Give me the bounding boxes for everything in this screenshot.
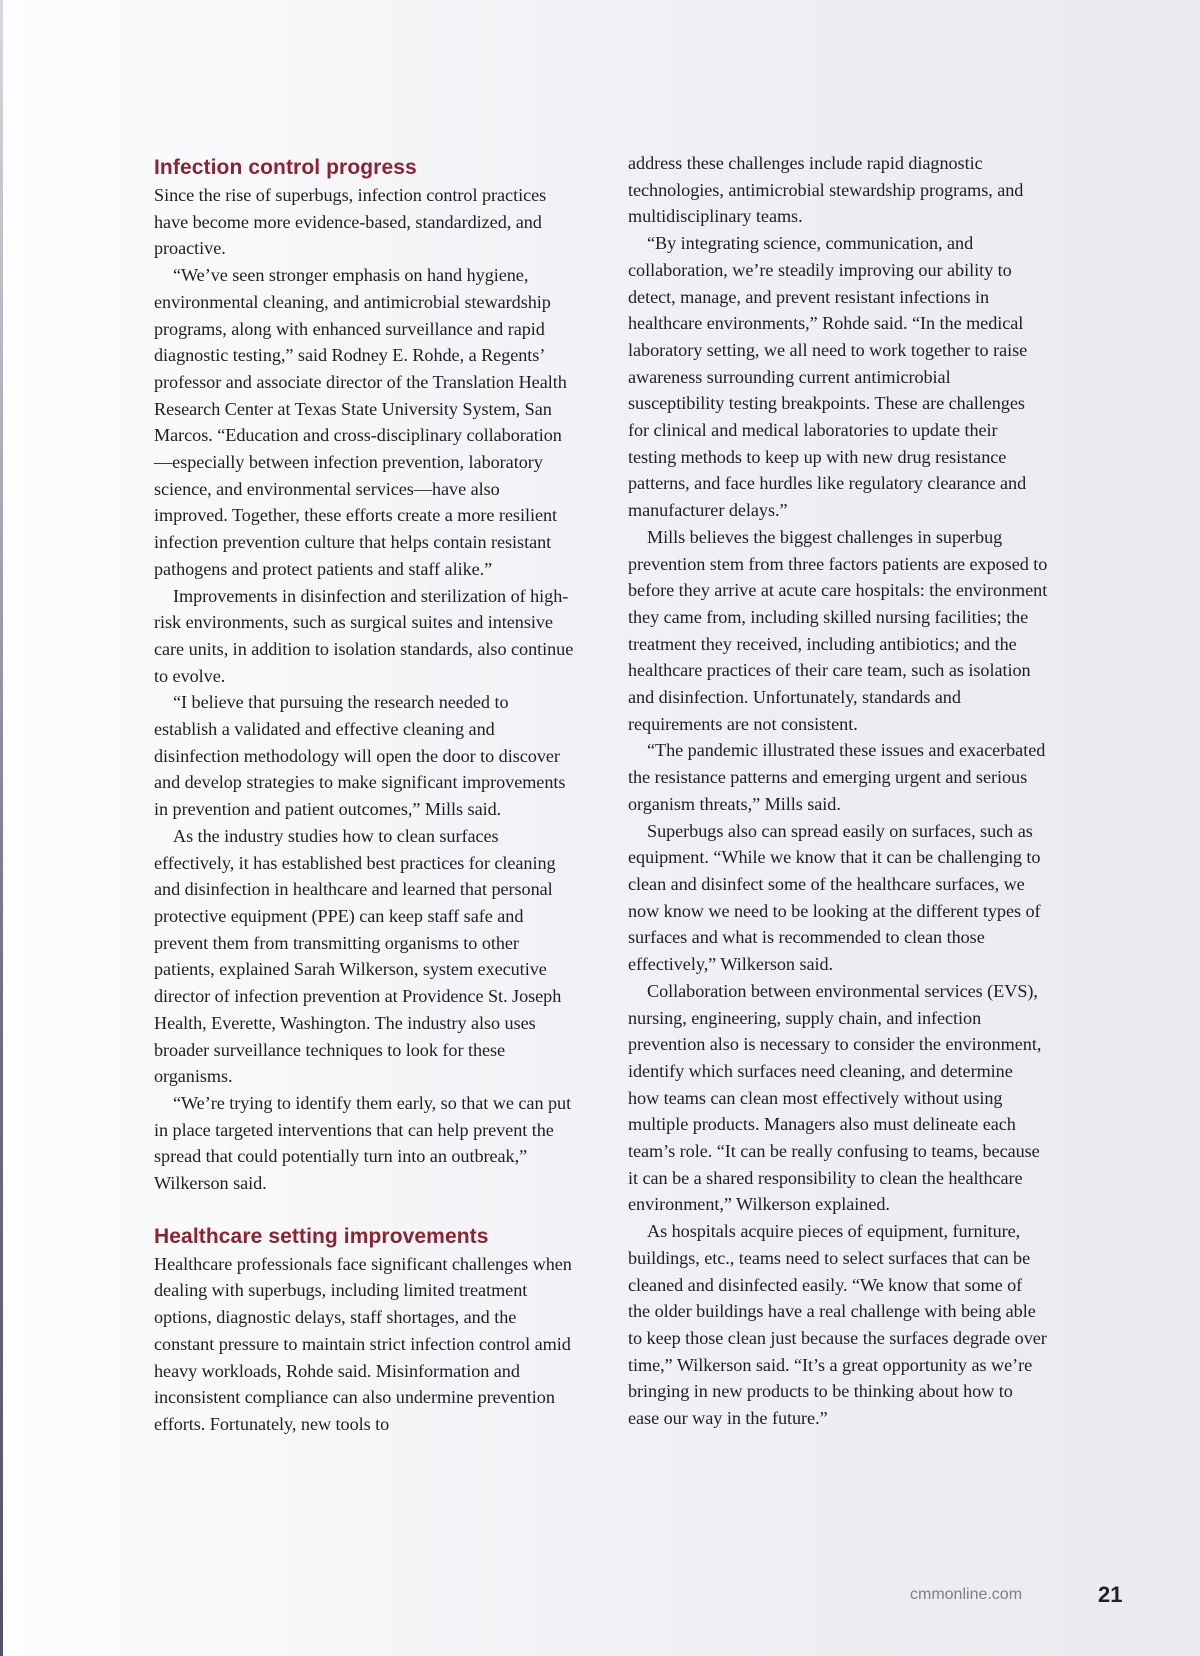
page-number: 21 (1098, 1582, 1123, 1607)
left-column (154, 150, 574, 1438)
body-paragraph: As the industry studies how to clean surfaces effectively, it has established best practices for cleaning and disinfection in healthcare and learned that personal protective equipment (PPE) can keep staff safe and prevent them from transmitting organisms to other patients, explained Sarah Wilkerson, system executive director of infection prevention at Providence St. Joseph Health, Everette, Washington. The industry also uses broader surveillance techniques to look for these organisms. (154, 825, 562, 1087)
body-paragraph: “We’re trying to identify them early, so that we can put in place targeted interventions that can help prevent the spread that could potentially turn into an outbreak,” Wilkerson said. (154, 1092, 572, 1194)
body-paragraph: Since the rise of superbugs, infection control practices have become more evidence-based, standardized, and proactive. (154, 185, 547, 259)
page-edge (0, 0, 3, 1656)
body-paragraph: address these challenges include rapid diagnostic technologies, antimicrobial stewardship programs, and multidisciplinary teams. (628, 153, 1024, 227)
body-paragraph: “By integrating science, communication, and collaboration, we’re steadily improving our ability to detect, manage, and prevent resistant infections in healthcare environments,” Rohde said. “In the medical laboratory setting, we all need to work together to raise awareness surrounding current antimicrobial susceptibility testing breakpoints. These are challenges for clinical and medical laboratories to update their testing methods to keep up with new drug resistance patterns, and face hurdles like regulatory clearance and manufacturer delays.” (628, 233, 1028, 521)
footer-website: cmmonline.com (910, 1586, 1023, 1603)
body-paragraph: Superbugs also can spread easily on surfaces, such as equipment. “While we know that it can be challenging to clean and disinfect some of the healthcare surfaces, we now know we need to be looking at the different types of surfaces and what is recommended to clean those effectively,” Wilkerson said. (628, 820, 1041, 975)
section-heading-infection-control: Infection control progress (154, 156, 417, 179)
body-paragraph: As hospitals acquire pieces of equipment, furniture, buildings, etc., teams need to select surfaces that can be cleaned and disinfected easily. “We know that some of the older buildings have a real challenge with being able to keep those clean just because the surfaces degrade over time,” Wilkerson said. “It’s a great opportunity as we’re bringing in new products to be thinking about how to ease our way in the future.” (628, 1221, 1047, 1429)
body-paragraph: Improvements in disinfection and sterilization of high-risk environments, such as surgical suites and intensive care units, in addition to isolation standards, also continue to evolve. (154, 585, 574, 686)
body-paragraph: “We’ve seen stronger emphasis on hand hygiene, environmental cleaning, and antimicrobial stewardship programs, along with enhanced surveillance and rapid diagnostic testing,” said Rodney E. Rohde, a Regents’ professor and associate director of the Translation Health Research Center at Texas State University System, San Marcos. “Education and cross-disciplinary collaboration—especially between infection prevention, laboratory science, and environmental services—have also improved. Together, these efforts create a more resilient infection prevention culture that helps contain resistant pathogens and protect patients and staff alike.” (154, 265, 567, 579)
body-paragraph: Collaboration between environmental services (EVS), nursing, engineering, supply chain, and infection prevention also is necessary to consider the environment, identify which surfaces need cleaning, and determine how teams can clean most effectively without using multiple products. Managers also must delineate each team’s role. “It can be really confusing to teams, because it can be a shared responsibility to clean the healthcare environment,” Wilkerson explained. (628, 980, 1042, 1215)
body-paragraph: “The pandemic illustrated these issues and exacerbated the resistance patterns and emerging urgent and serious organism threats,” Mills said. (628, 740, 1046, 814)
body-paragraph: Mills believes the biggest challenges in superbug prevention stem from three factors patients are exposed to before they arrive at acute care hospitals: the environment they came from, including skilled nursing facilities; the treatment they received, including antibiotics; and the healthcare practices of their care team, such as isolation and disinfection. Unfortunately, standards and requirements are not consistent. (628, 526, 1048, 734)
body-paragraph: Healthcare professionals face significant challenges when dealing with superbugs, including limited treatment options, diagnostic delays, staff shortages, and the constant pressure to maintain strict infection control amid heavy workloads, Rohde said. Misinformation and inconsistent compliance can also undermine prevention efforts. Fortunately, new tools to (154, 1253, 572, 1434)
right-column (628, 150, 1048, 1432)
section-heading-healthcare-setting: Healthcare setting improvements (154, 1224, 489, 1248)
body-paragraph: “I believe that pursuing the research needed to establish a validated and effective cleaning and disinfection methodology will open the door to discover and develop strategies to make significant improvements in prevention and patient outcomes,” Mills said. (154, 692, 566, 820)
